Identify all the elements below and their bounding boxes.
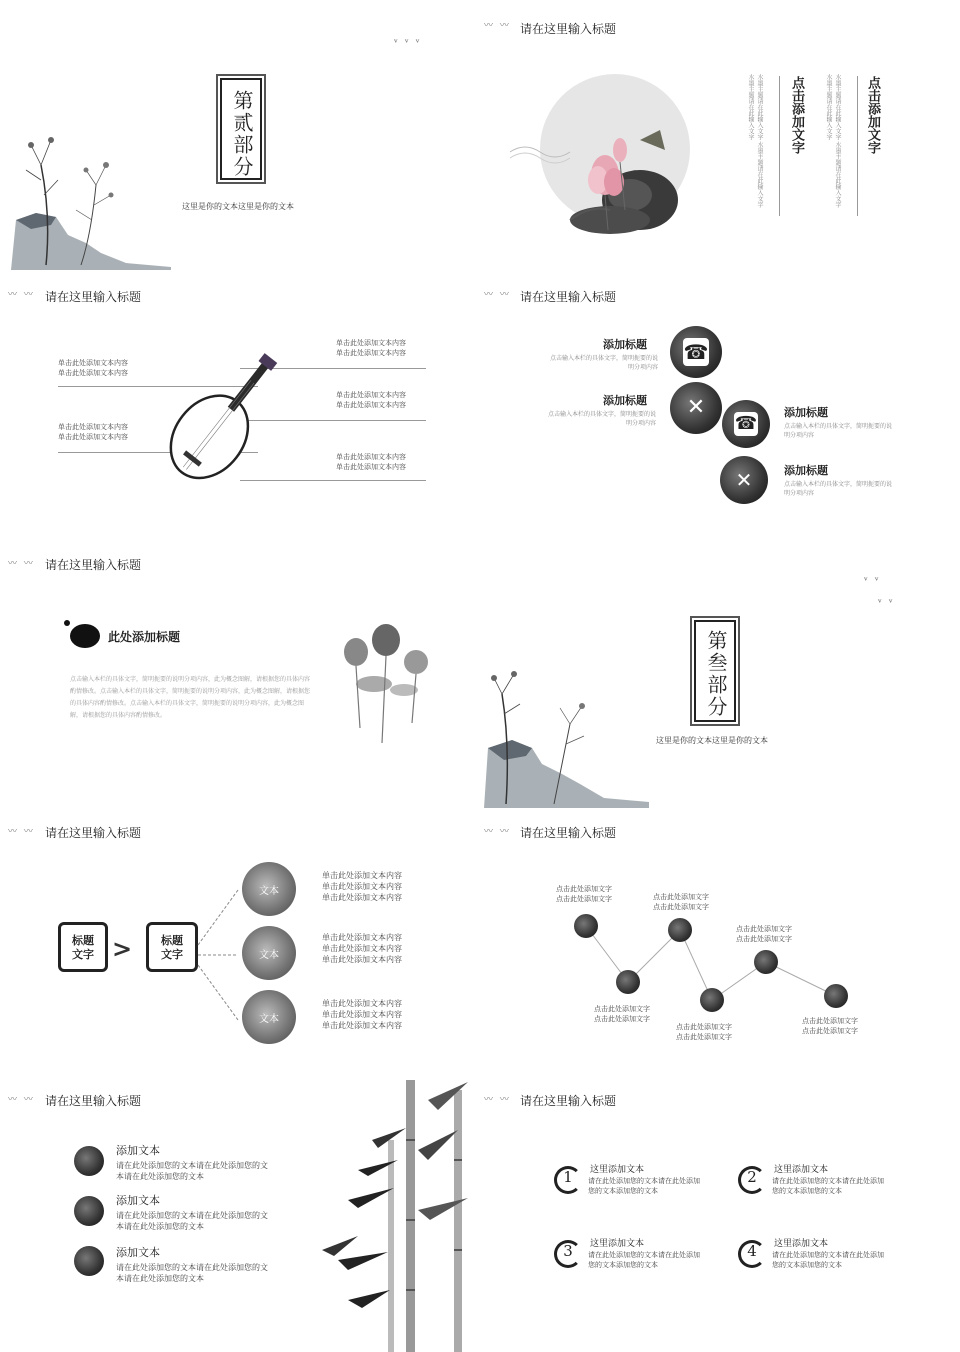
item-heading-4: 这里添加文本 xyxy=(774,1239,829,1249)
flying-birds-icon: ᵛ ᵛ xyxy=(878,598,895,609)
timeline-node-5 xyxy=(754,950,778,974)
number-2: 2 xyxy=(747,1168,757,1186)
item-heading-1: 这里添加文本 xyxy=(590,1165,645,1175)
item-heading-3: 这里添加文本 xyxy=(590,1239,645,1249)
divider-b xyxy=(857,76,858,216)
heading-a: 点击添加文字 xyxy=(789,76,804,154)
birds-icon: 〰 〰 xyxy=(8,827,35,837)
left-text-1: 单击此处添加文本内容 单击此处添加文本内容 xyxy=(58,359,128,377)
ink-splash-icon xyxy=(70,624,100,648)
lotus-pond-illustration xyxy=(334,618,440,748)
ink-circle-3 xyxy=(74,1246,104,1276)
birds-icon: 〰 〰 xyxy=(484,21,511,31)
ink-landscape-illustration xyxy=(484,664,654,808)
item-body-3: 点击输入本栏的具体文字，简明扼要的说明分项内容 xyxy=(784,423,893,439)
item-body-1: 点击输入本栏的具体文字，简明扼要的说明分项内容 xyxy=(549,355,658,371)
connector-lines xyxy=(198,880,248,1030)
item-heading-1: 添加文本 xyxy=(116,1144,160,1157)
tools-icon: ✕ xyxy=(735,468,753,492)
timeline-node-3 xyxy=(668,918,692,942)
section-subtitle: 这里是你的文本这里是你的文本 xyxy=(656,736,768,745)
item-heading-2: 添加文本 xyxy=(116,1194,160,1207)
item-heading-1: 添加标题 xyxy=(603,338,647,351)
slide-title: 请在这里输入标题 xyxy=(520,290,617,304)
flying-birds-icon: ᵛ ᵛ xyxy=(864,576,881,587)
item-heading-2: 这里添加文本 xyxy=(774,1165,829,1175)
slide-icon-list xyxy=(480,270,960,538)
ink-circle-1 xyxy=(74,1146,104,1176)
item-body-3: 请在此处添加您的文本请在此处添加您的文本添加您的文本 xyxy=(588,1251,700,1269)
slide-lotus-text xyxy=(0,540,480,808)
item-heading-3: 添加标题 xyxy=(784,406,828,419)
section-title: 第贰部分 xyxy=(230,90,254,178)
lotus-illustration xyxy=(510,120,710,240)
node-label-5: 点击此处添加文字 点击此处添加文字 xyxy=(736,925,792,943)
left-text-2: 单击此处添加文本内容 单击此处添加文本内容 xyxy=(58,423,128,441)
slide-zigzag-timeline xyxy=(480,810,960,1078)
number-3: 3 xyxy=(563,1242,573,1260)
text-block-1: 单击此处添加文本内容 单击此处添加文本内容 单击此处添加文本内容 xyxy=(322,871,402,902)
text-block-2: 单击此处添加文本内容 单击此处添加文本内容 单击此处添加文本内容 xyxy=(322,933,402,964)
birds-icon: 〰 〰 xyxy=(8,1095,35,1105)
chevron-right-icon: > xyxy=(112,934,133,963)
number-1: 1 xyxy=(563,1168,573,1186)
item-body-1: 请在此处添加您的文本请在此处添加您的文本请在此处添加您的文本 xyxy=(116,1161,268,1181)
tools-icon: ✕ xyxy=(686,395,706,420)
slide-pipa-list xyxy=(0,270,480,538)
ink-splash-dot xyxy=(64,620,70,626)
node-label-1: 点击此处添加文字 点击此处添加文字 xyxy=(556,885,612,903)
item-heading-4: 添加标题 xyxy=(784,464,828,477)
timeline-node-6 xyxy=(824,984,848,1008)
circle-label-1: 文本 xyxy=(259,886,279,897)
slide-title: 请在这里输入标题 xyxy=(45,558,142,572)
circle-label-2: 文本 xyxy=(259,950,279,961)
item-body-3: 请在此处添加您的文本请在此处添加您的文本请在此处添加您的文本 xyxy=(116,1263,268,1283)
bamboo-illustration xyxy=(318,1080,480,1352)
item-body-2: 请在此处添加您的文本请在此处添加您的文本添加您的文本 xyxy=(772,1177,884,1195)
timeline-node-1 xyxy=(574,914,598,938)
body-paragraph: 点击输入本栏的具体文字，简明扼要的说明分项内容，此为概念图解，请根据您的具体内容酌情修改。点击输入本栏的具体文字，简明扼要的说明分项内容，此为概念图解，请根据您的具体内容酌情修改。点击输入本栏的具体文字，简明扼要的说明分项内容，此为概念图解，请根据您的具体内容酌情修改。 xyxy=(70,676,311,719)
birds-icon: 〰 〰 xyxy=(484,827,511,837)
title-box-1-label: 标题 文字 xyxy=(72,934,94,961)
timeline-node-2 xyxy=(616,970,640,994)
ink-circle-2 xyxy=(74,1196,104,1226)
slide-numbered-list xyxy=(480,1080,960,1352)
item-body-4: 点击输入本栏的具体文字，简明扼要的说明分项内容 xyxy=(784,481,893,497)
right-text-1: 单击此处添加文本内容 单击此处添加文本内容 xyxy=(336,339,406,357)
text-block-3: 单击此处添加文本内容 单击此处添加文本内容 单击此处添加文本内容 xyxy=(322,999,402,1030)
heading: 此处添加标题 xyxy=(108,630,181,644)
birds-icon: 〰 〰 xyxy=(8,290,35,300)
item-body-2: 请在此处添加您的文本请在此处添加您的文本请在此处添加您的文本 xyxy=(116,1211,268,1231)
slide-title: 请在这里输入标题 xyxy=(45,290,142,304)
ink-landscape-illustration xyxy=(6,125,176,271)
title-box-2-label: 标题 文字 xyxy=(161,934,183,961)
timeline-node-4 xyxy=(700,988,724,1012)
right-text-2: 单击此处添加文本内容 单击此处添加文本内容 xyxy=(336,391,406,409)
slide-bamboo-list xyxy=(0,1080,480,1352)
slide-lotus-moon xyxy=(394,0,960,268)
item-body-2: 点击输入本栏的具体文字，简明扼要的说明分项内容 xyxy=(547,411,656,427)
slide-title: 请在这里输入标题 xyxy=(520,826,617,840)
item-body-4: 请在此处添加您的文本请在此处添加您的文本添加您的文本 xyxy=(772,1251,884,1269)
slide-title: 请在这里输入标题 xyxy=(45,826,142,840)
node-label-3: 点击此处添加文字 点击此处添加文字 xyxy=(653,893,709,911)
divider-a xyxy=(779,76,780,216)
item-heading-2: 添加标题 xyxy=(603,394,647,407)
slide-title: 请在这里输入标题 xyxy=(520,1094,617,1108)
node-label-4: 点击此处添加文字 点击此处添加文字 xyxy=(676,1023,732,1041)
item-heading-3: 添加文本 xyxy=(116,1246,160,1259)
item-body-1: 请在此处添加您的文本请在此处添加您的文本添加您的文本 xyxy=(588,1177,700,1195)
section-title: 第叁部分 xyxy=(704,630,728,718)
birds-icon: 〰 〰 xyxy=(484,1095,511,1105)
birds-icon: 〰 〰 xyxy=(8,559,35,569)
slide-section-three xyxy=(480,540,960,808)
pipa-instrument-illustration xyxy=(168,346,298,496)
slide-title: 请在这里输入标题 xyxy=(45,1094,142,1108)
heading-b: 点击添加文字 xyxy=(865,76,880,154)
slide-flow xyxy=(0,810,480,1078)
node-label-2: 点击此处添加文字 点击此处添加文字 xyxy=(594,1005,650,1023)
slide-title: 请在这里输入标题 xyxy=(520,22,617,36)
right-text-3: 单击此处添加文本内容 单击此处添加文本内容 xyxy=(336,453,406,471)
body-b: 水墨主题请在此输入文字 水墨主题请在此输入文字 水墨主题请在此输入文字 xyxy=(825,74,841,208)
birds-icon: 〰 〰 xyxy=(484,290,511,300)
number-4: 4 xyxy=(747,1242,757,1260)
telephone-icon: ☎ xyxy=(734,413,758,434)
body-a: 水墨主题请在此输入文字 水墨主题请在此输入文字 水墨主题请在此输入文字 xyxy=(747,74,763,208)
telephone-icon: ☎ xyxy=(683,340,709,364)
section-subtitle: 这里是你的文本这里是你的文本 xyxy=(182,202,294,211)
node-label-6: 点击此处添加文字 点击此处添加文字 xyxy=(802,1017,858,1035)
circle-label-3: 文本 xyxy=(259,1014,279,1025)
flying-birds-icon: ᵛ ᵛ ᵛ xyxy=(394,38,422,49)
